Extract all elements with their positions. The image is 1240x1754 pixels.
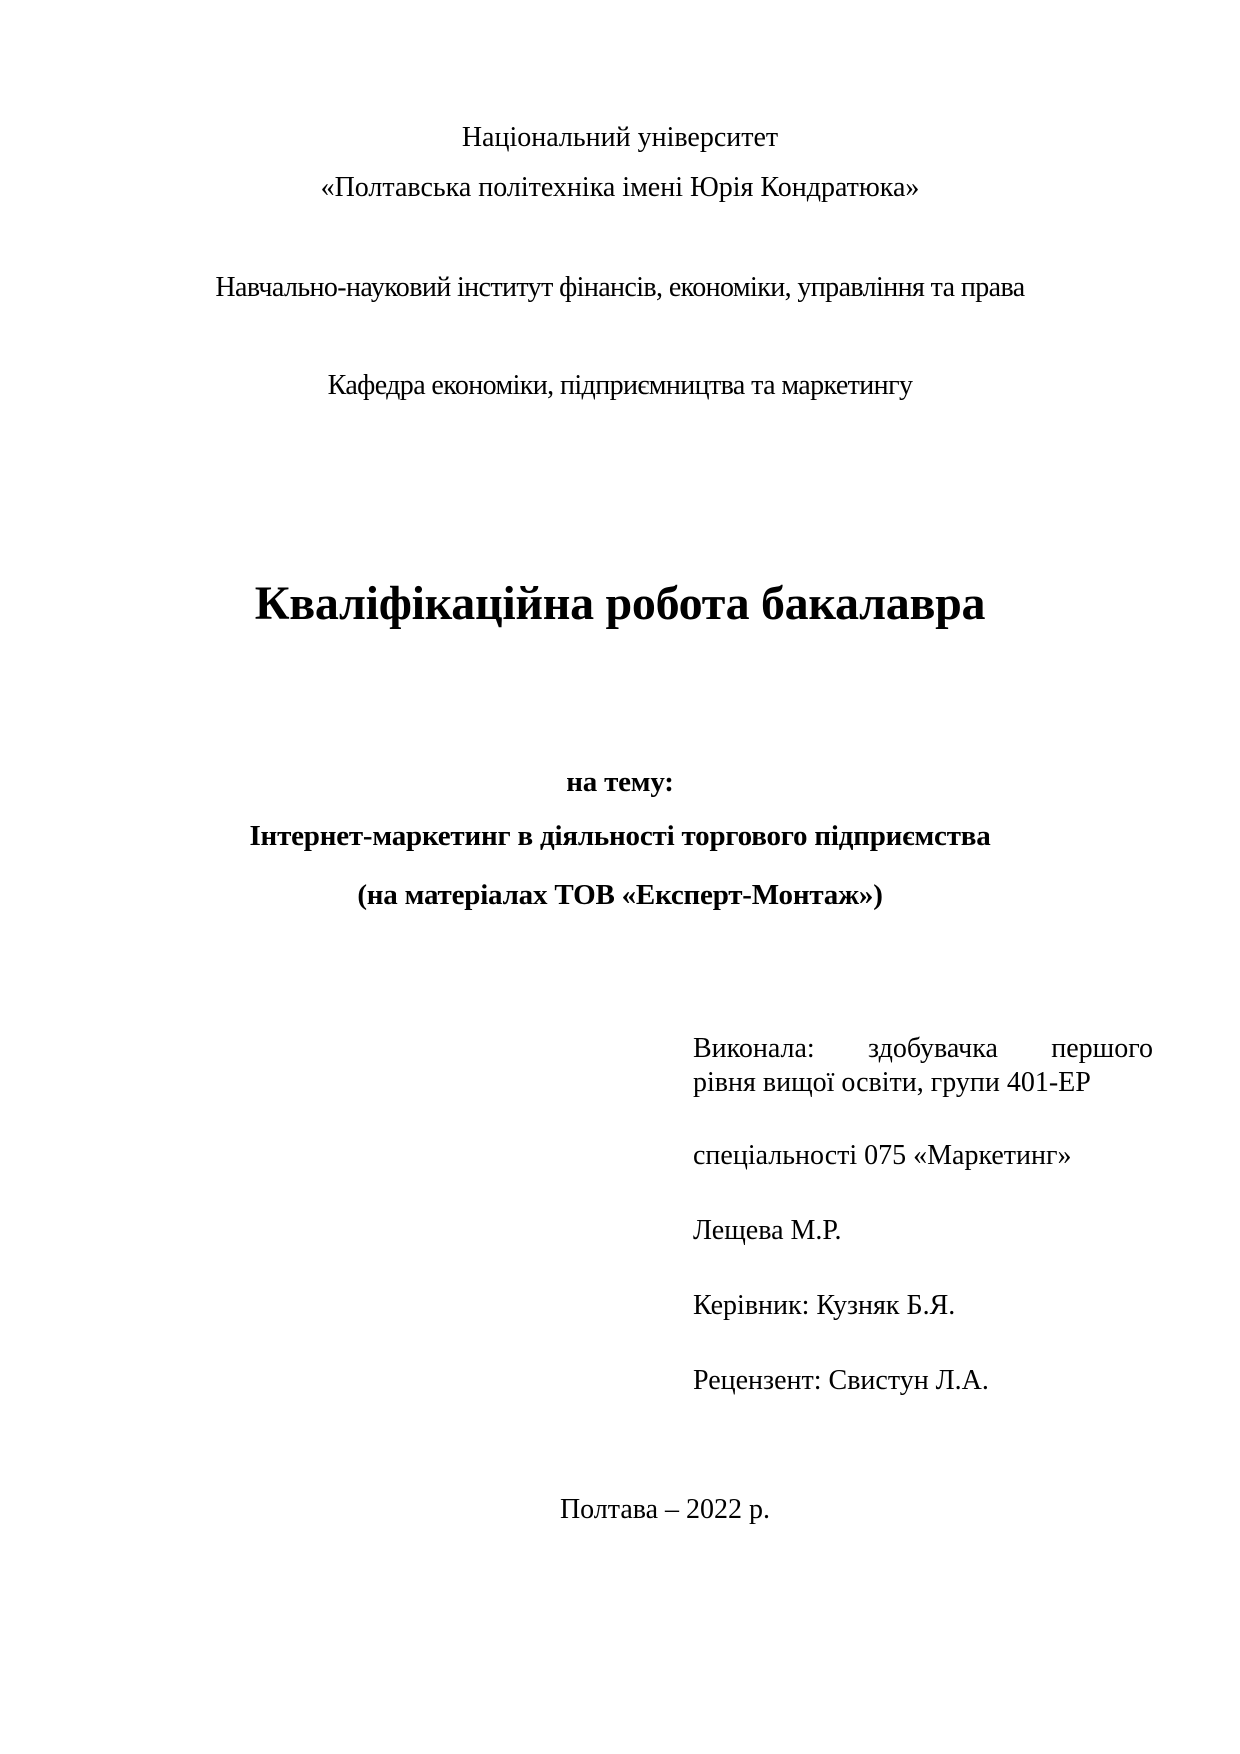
topic-line1: Інтернет-маркетинг в діяльності торгового підприємства bbox=[249, 820, 991, 852]
specialty: спеціальності 075 «Маркетинг» bbox=[693, 1140, 1072, 1171]
author-block bbox=[693, 1032, 1153, 1100]
performed-by-line2: рівня вищої освіти, групи 401-ЕР bbox=[693, 1067, 1091, 1098]
department-name: Кафедра економіки, підприємництва та маркетингу bbox=[327, 370, 913, 401]
performed-by-word-1: Виконала: bbox=[693, 1033, 815, 1064]
topic-line2: (на матеріалах ТОВ «Експерт-Монтаж») bbox=[357, 879, 883, 911]
performed-by-word-3: першого bbox=[1051, 1033, 1153, 1064]
student-name: Лещева М.Р. bbox=[693, 1215, 842, 1246]
university-name-line1: Національний університет bbox=[461, 122, 779, 153]
performed-by-line1 bbox=[693, 1032, 1153, 1066]
performed-by-word-2: здобувачка bbox=[868, 1033, 998, 1064]
supervisor: Керівник: Кузняк Б.Я. bbox=[693, 1290, 956, 1321]
reviewer: Рецензент: Свистун Л.А. bbox=[693, 1365, 989, 1396]
institute-name: Навчально-науковий інститут фінансів, економіки, управління та права bbox=[215, 272, 1025, 303]
university-name-line2: «Полтавська політехніка імені Юрія Кондратюка» bbox=[320, 172, 920, 203]
topic-label: на тему: bbox=[566, 766, 674, 798]
document-title: Кваліфікаційна робота бакалавра bbox=[254, 577, 986, 630]
city-year: Полтава – 2022 р. bbox=[559, 1494, 771, 1525]
